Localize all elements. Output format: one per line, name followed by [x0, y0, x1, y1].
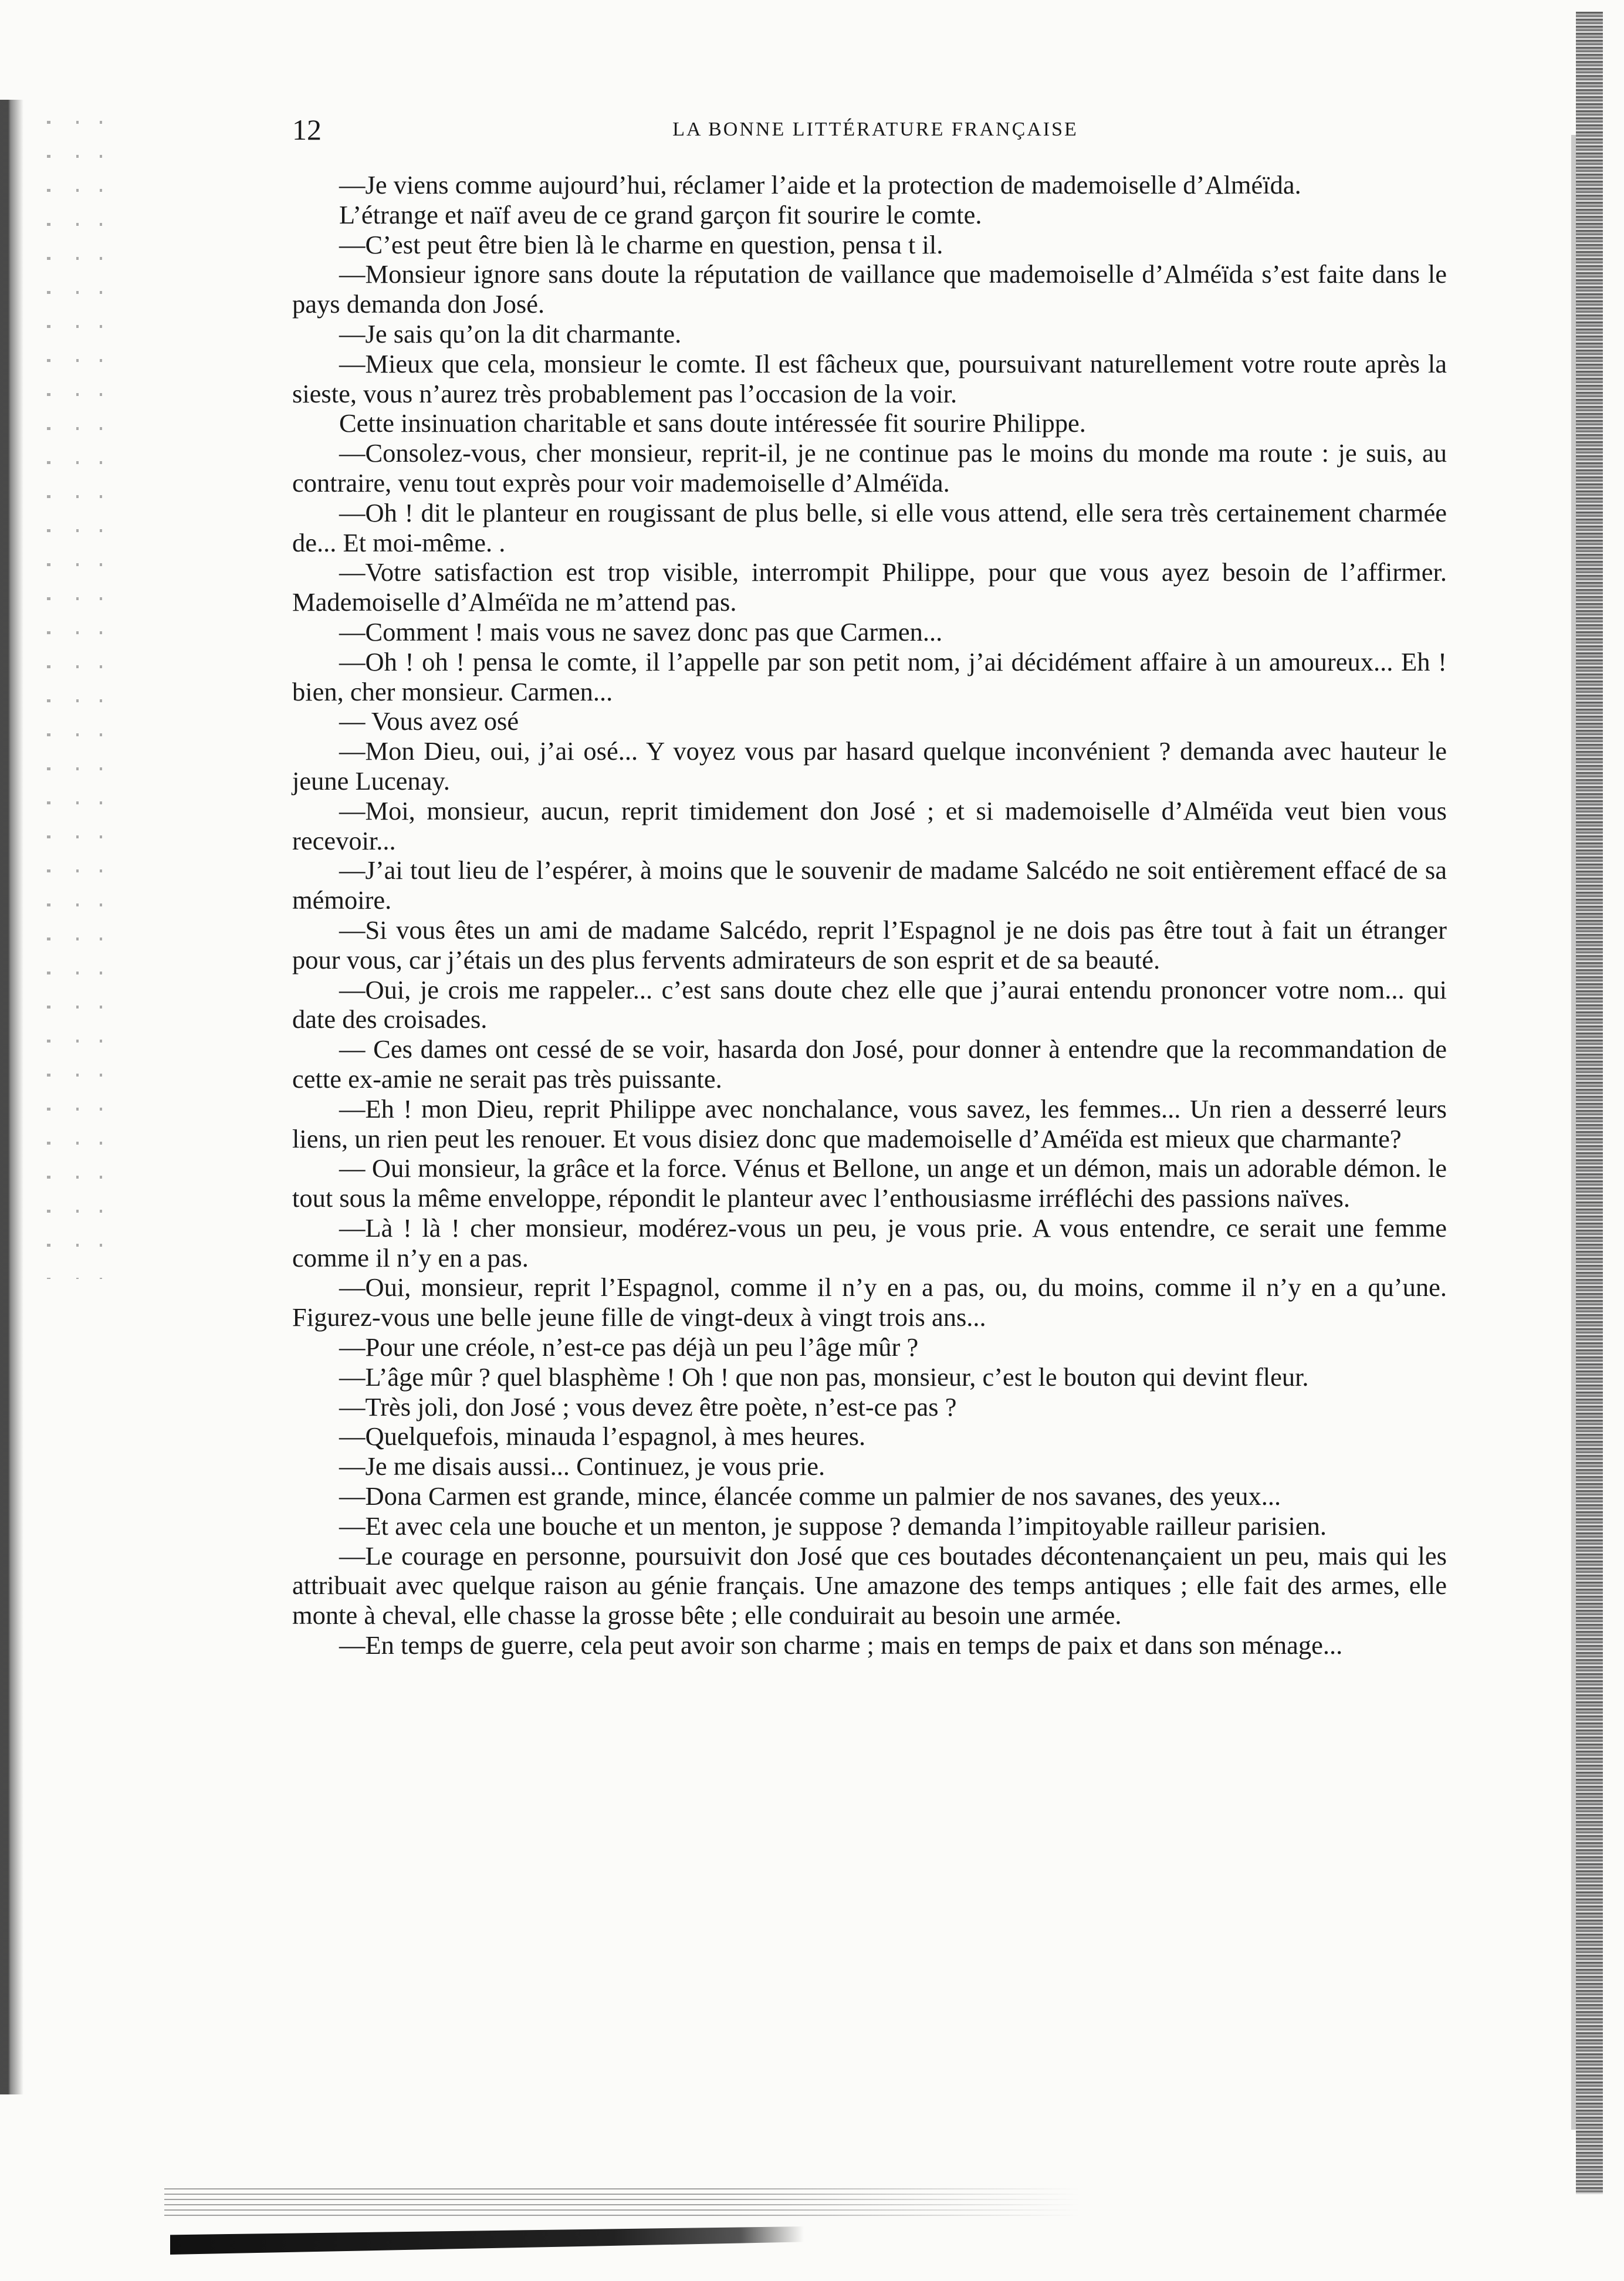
scan-edge-right [1576, 12, 1603, 2194]
paragraph: —Je viens comme aujourd’hui, réclamer l’aide et la protection de mademoiselle d’Alméïda. [339, 170, 1301, 199]
page-header [292, 109, 1447, 150]
paragraph: —Je me disais aussi... Continuez, je vous prie. [339, 1451, 825, 1481]
paragraph: —Le courage en personne, poursuivit don José que ces boutades décontenançaient un peu, mais qui les attribuait avec quelque raison au génie français. Une amazone des temps antiques ; elle fait des armes, elle monte à cheval, elle chasse la grosse bête ; elle conduirait au besoin une armée. [292, 1541, 1447, 1630]
paragraph: L’étrange et naïf aveu de ce grand garçon fit sourire le comte. [339, 199, 982, 229]
paragraph: —Moi, monsieur, aucun, reprit timidement don José ; et si mademoiselle d’Alméïda veut bien vous recevoir... [292, 796, 1447, 855]
paragraph: —L’âge mûr ? quel blasphème ! Oh ! que non pas, monsieur, c’est le bouton qui devint fleur. [339, 1362, 1309, 1392]
paragraph: —Oui, je crois me rappeler... c’est sans doute chez elle que j’aurai entendu prononcer votre nom... qui date des croisades. [292, 974, 1447, 1034]
paragraph: —Votre satisfaction est trop visible, interrompit Philippe, pour que vous ayez besoin de l’affirmer. Mademoiselle d’Alméïda ne m’attend pas. [292, 557, 1447, 617]
page-number: 12 [292, 113, 322, 146]
paragraph: —Comment ! mais vous ne savez donc pas que Carmen... [339, 617, 943, 647]
binding-marks-left [41, 106, 106, 1279]
paragraph: —Pour une créole, n’est-ce pas déjà un peu l’âge mûr ? [339, 1332, 919, 1362]
paragraph: —Dona Carmen est grande, mince, élancée comme un palmier de nos savanes, des yeux... [339, 1481, 1281, 1511]
paragraph: —C’est peut être bien là le charme en question, pensa t il. [339, 229, 943, 259]
scan-smear-lines-bottom [164, 2188, 1080, 2218]
paragraph: Cette insinuation charitable et sans doute intéressée fit sourire Philippe. [339, 408, 1086, 438]
paragraph: — Oui monsieur, la grâce et la force. Vénus et Bellone, un ange et un démon, mais un adorable démon. le tout sous la même enveloppe, répondit le planteur avec l’enthousiasme irréfléchi des passions naïves. [292, 1153, 1447, 1213]
scan-edge-shadow-right [1571, 135, 1576, 2130]
paragraph: —J’ai tout lieu de l’espérer, à moins que le souvenir de madame Salcédo ne soit entièrement effacé de sa mémoire. [292, 855, 1447, 915]
paragraph: —En temps de guerre, cela peut avoir son charme ; mais en temps de paix et dans son ménage... [339, 1630, 1343, 1660]
paragraph: —Monsieur ignore sans doute la réputation de vaillance que mademoiselle d’Alméïda s’est faite dans le pays demanda don José. [292, 259, 1447, 319]
paragraph: —Mieux que cela, monsieur le comte. Il est fâcheux que, poursuivant naturellement votre route après la sieste, vous n’aurez très probablement pas l’occasion de la voir. [292, 348, 1447, 408]
paragraph: —Quelquefois, minauda l’espagnol, à mes heures. [339, 1422, 866, 1451]
paragraph: —Là ! là ! cher monsieur, modérez-vous un peu, je vous prie. A vous entendre, ce serait une femme comme il n’y en a pas. [292, 1213, 1447, 1273]
paragraph: —Consolez-vous, cher monsieur, reprit-il, je ne continue pas le moins du monde ma route : je suis, au contraire, venu tout exprès pour voir mademoiselle d’Alméïda. [292, 438, 1447, 498]
body-text [292, 170, 1447, 1660]
paragraph: —Je sais qu’on la dit charmante. [339, 319, 682, 348]
paragraph: —Oui, monsieur, reprit l’Espagnol, comme il n’y en a pas, ou, du moins, comme il n’y en a qu’une. Figurez-vous une belle jeune fille de vingt-deux à vingt trois ans... [292, 1273, 1447, 1332]
paragraph: —Très joli, don José ; vous devez être poète, n’est-ce pas ? [339, 1392, 957, 1422]
paragraph: —Si vous êtes un ami de madame Salcédo, reprit l’Espagnol je ne dois pas être tout à fait un étranger pour vous, car j’étais un des plus fervents admirateurs de son esprit et de sa beauté. [292, 915, 1447, 974]
paragraph: — Vous avez osé [339, 706, 519, 736]
binding-shadow-left [0, 100, 23, 2094]
paragraph: —Mon Dieu, oui, j’ai osé... Y voyez vous par hasard quelque inconvénient ? demanda avec hauteur le jeune Lucenay. [292, 736, 1447, 796]
running-title: LA BONNE LITTÉRATURE FRANÇAISE [672, 119, 1078, 140]
paragraph: —Oh ! oh ! pensa le comte, il l’appelle par son petit nom, j’ai décidément affaire à un amoureux... Eh ! bien, cher monsieur. Carmen... [292, 647, 1447, 706]
paragraph: — Ces dames ont cessé de se voir, hasarda don José, pour donner à entendre que la recommandation de cette ex-amie ne serait pas très puissante. [292, 1034, 1447, 1094]
paragraph: —Eh ! mon Dieu, reprit Philippe avec nonchalance, vous savez, les femmes... Un rien a desserré leurs liens, un rien peut les renouer. Et vous disiez donc que mademoiselle d’Améïda est mieux que charmante? [292, 1094, 1447, 1153]
paragraph: —Et avec cela une bouche et un menton, je suppose ? demanda l’impitoyable railleur parisien. [339, 1511, 1327, 1541]
scan-smear-bottom [170, 2226, 804, 2255]
paragraph: —Oh ! dit le planteur en rougissant de plus belle, si elle vous attend, elle sera très certainement charmée de... Et moi-même. . [292, 498, 1447, 557]
